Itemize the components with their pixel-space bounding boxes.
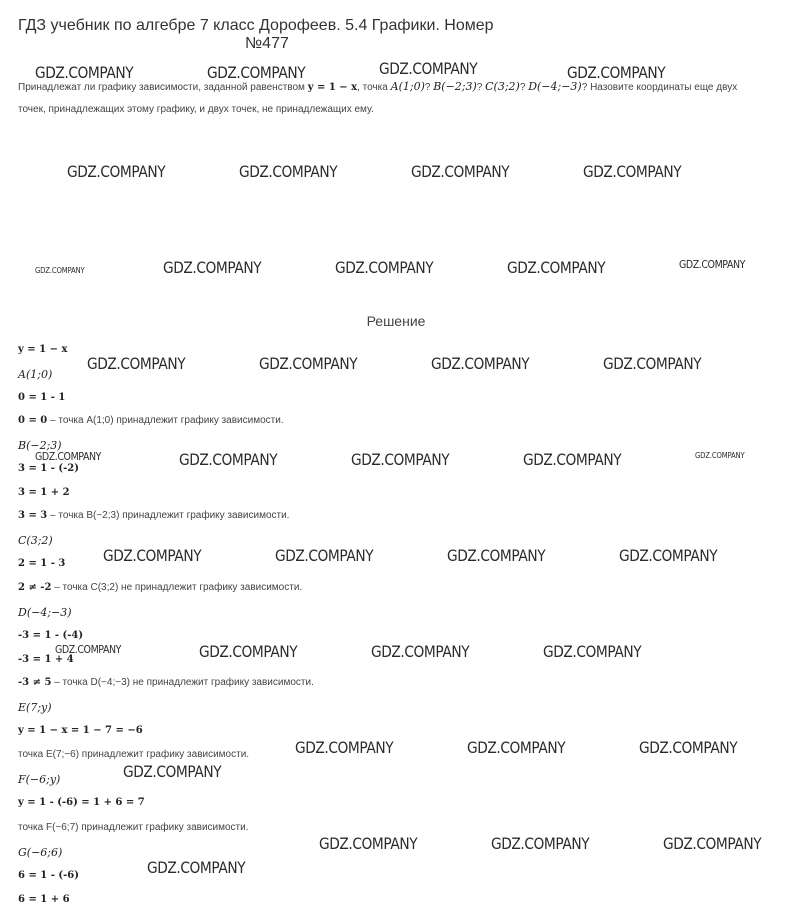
watermark-text: GDZ.COMPANY [523,450,622,469]
solution-text: точка F(−6;7) принадлежит графику зависимости. [18,822,249,833]
solution-math: A(1;0) [18,368,53,381]
solution-text: – точка D(−4;−3) не принадлежит графику зависимости. [51,677,314,688]
solution-line [18,846,62,859]
solution-line [18,701,52,714]
watermark-text: GDZ.COMPANY [87,354,186,373]
solution-math: y = 1 − x = 1 − 7 = −6 [18,725,143,736]
watermark-text: GDZ.COMPANY [199,642,298,661]
watermark-text: GDZ.COMPANY [663,834,762,853]
solution-line [18,822,249,833]
watermark-text: GDZ.COMPANY [179,450,278,469]
watermark-text: GDZ.COMPANY [351,450,450,469]
solution-math: B(−2;3) [18,439,62,452]
solution-heading: Решение [366,313,426,329]
watermark-text: GDZ.COMPANY [123,762,222,781]
solution-math: G(−6;6) [18,846,63,859]
solution-line [18,797,145,808]
watermark-text: GDZ.COMPANY [447,546,546,565]
watermark-text: GDZ.COMPANY [431,354,530,373]
solution-line [18,510,289,521]
solution-line [18,654,74,665]
solution-math: F(−6;y) [18,773,61,786]
solution-math: y = 1 - (-6) = 1 + 6 = 7 [18,797,145,808]
task-point-d: D(−4;−3) [528,80,582,93]
solution-math: 0 = 1 - 1 [18,392,66,403]
solution-math: 6 = 1 - (-6) [18,870,79,881]
solution-math: 0 = 0 [18,415,48,426]
task-text: Принадлежат ли графику зависимости, заданной равенством [18,82,308,93]
solution-line [18,439,62,452]
watermark-text: GDZ.COMPANY [467,738,566,757]
task-point-b: B(−2;3) [433,80,477,93]
watermark-text: GDZ.COMPANY [411,162,510,181]
solution-math: 3 = 3 [18,510,48,521]
solution-line [18,630,83,641]
watermark-text: GDZ.COMPANY [259,354,358,373]
watermark-text: GDZ.COMPANY [35,450,102,463]
solution-line [18,558,65,569]
watermark-text: GDZ.COMPANY [567,63,666,82]
solution-line [18,894,70,905]
solution-math: y = 1 − x [18,344,68,355]
solution-text: точка E(7;−6) принадлежит графику зависимости. [18,749,250,760]
solution-line [18,582,302,593]
watermark-text: GDZ.COMPANY [603,354,702,373]
watermark-text: GDZ.COMPANY [147,858,246,877]
task-statement [18,76,778,121]
solution-math: -3 = 1 + 4 [18,654,74,665]
watermark-text: GDZ.COMPANY [379,59,478,78]
solution-line [18,392,65,403]
solution-line [18,368,52,381]
watermark-text: GDZ.COMPANY [295,738,394,757]
solution-math: D(−4;−3) [18,606,72,619]
solution-math: 3 = 1 - (-2) [18,463,79,474]
watermark-text: GDZ.COMPANY [103,546,202,565]
watermark-text: GDZ.COMPANY [35,63,134,82]
task-text: точек, принадлежащих этому графику, и двух точек, не принадлежащих ему. [18,104,374,115]
solution-line [18,344,67,355]
solution-line [18,749,249,760]
watermark-text: GDZ.COMPANY [639,738,738,757]
solution-text: – точка B(−2;3) принадлежит графику зависимости. [47,510,290,521]
solution-line [18,534,53,547]
solution-math: E(7;y) [18,701,52,714]
watermark-text: GDZ.COMPANY [335,258,434,277]
solution-line [18,870,79,881]
task-text: ? [476,82,486,93]
watermark-text: GDZ.COMPANY [543,642,642,661]
solution-math: C(3;2) [18,534,53,547]
solution-math: -3 = 1 - (-4) [18,630,84,641]
solution-math: -3 ≠ 5 [18,677,52,688]
task-text: ? Назовите координаты еще двух [581,82,738,93]
watermark-text: GDZ.COMPANY [583,162,682,181]
watermark-text: GDZ.COMPANY [319,834,418,853]
solution-line [18,463,79,474]
task-equation: y = 1 − x [307,82,358,93]
watermark-text: GDZ.COMPANY [239,162,338,181]
watermark-text: GDZ.COMPANY [207,63,306,82]
solution-line [18,773,60,786]
solution-math: 2 ≠ -2 [18,582,52,593]
watermark-text: GDZ.COMPANY [35,266,85,275]
task-text: , точка [357,82,391,93]
watermark-text: GDZ.COMPANY [275,546,374,565]
watermark-text: GDZ.COMPANY [371,642,470,661]
solution-line [18,677,314,688]
solution-line [18,487,70,498]
solution-text: – точка C(3;2) не принадлежит графику зависимости. [51,582,303,593]
watermark-text: GDZ.COMPANY [491,834,590,853]
watermark-text: GDZ.COMPANY [619,546,718,565]
watermark-text: GDZ.COMPANY [679,258,746,271]
solution-math: 3 = 1 + 2 [18,487,70,498]
solution-math: 6 = 1 + 6 [18,894,70,905]
task-number: №477 [245,35,289,52]
task-text: ? [519,82,529,93]
watermark-text: GDZ.COMPANY [67,162,166,181]
watermark-text: GDZ.COMPANY [695,451,745,460]
task-point-c: C(3;2) [485,80,520,93]
solution-line [18,606,72,619]
solution-line [18,415,284,426]
watermark-text: GDZ.COMPANY [163,258,262,277]
task-text: ? [424,82,434,93]
solution-math: 2 = 1 - 3 [18,558,66,569]
watermark-text: GDZ.COMPANY [55,643,122,656]
solution-text: – точка A(1;0) принадлежит графику зависимости. [47,415,284,426]
task-point-a: A(1;0) [390,80,425,93]
solution-line [18,725,143,736]
watermark-text: GDZ.COMPANY [507,258,606,277]
page-title: ГДЗ учебник по алгебре 7 класс Дорофеев. 5.4 Графики. Номер [18,17,494,34]
